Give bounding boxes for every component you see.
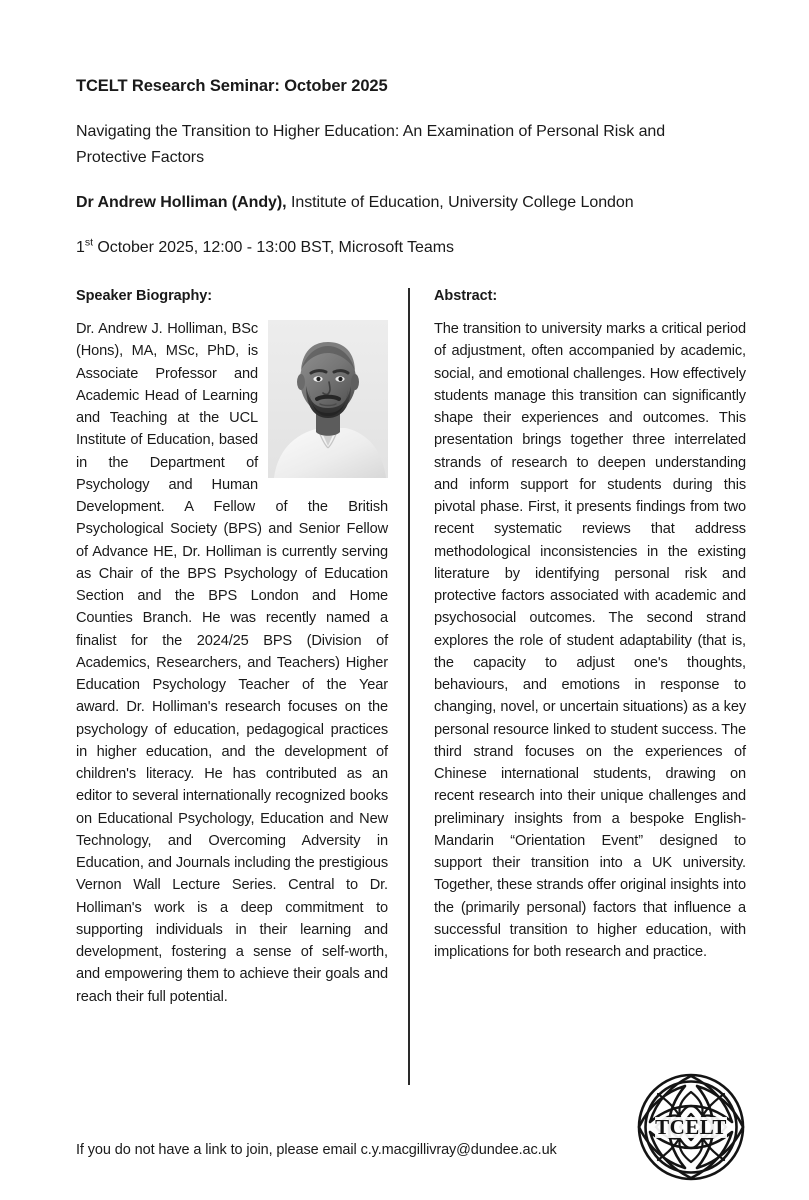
abstract-heading: Abstract: [434,288,498,304]
talk-title: Navigating the Transition to Higher Education: An Examination of Personal Risk and Protective Factors [76,122,666,167]
seminar-title: TCELT Research Seminar: October 2025 [76,77,388,95]
tcelt-logo [628,1068,754,1186]
date-day: 1 [76,239,85,257]
speaker-line [76,191,736,216]
abstract-text: The transition to university marks a critical period of adjustment, often accompanied by academic, social, and emotional challenges. How effectively students manage this transition can significantly shape their experiences and outcomes. This presentation brings together three interrelated strands of research to deepen understanding and inform support for students during this pivotal phase. First, it presents findings from two recent systematic reviews that address methodological inconsistencies in the existing literature by identifying personal risk and protective factors associated with academic and psychosocial outcomes. The second strand explores the role of student adaptability (that is, the capacity to adjust one's thoughts, behaviours, and emotions in response to changing, novel, or uncertain situations) as a key personal resource linked to student success. The third strand focuses on the experiences of Chinese international students, drawing on recent research into their unique challenges and preliminary insights from a bespoke English-Mandarin “Orientation Event” designed to support their transition into a UK university. Together, these strands offer original insights into the (primarily personal) factors that influence a successful transition to higher education, with implications for both research and practice. [434,321,746,960]
column-divider [408,288,410,1085]
header-block [76,76,736,260]
datetime-line [76,236,736,260]
date-time-location: October 2025, 12:00 - 13:00 BST, Microsoft Teams [92,239,454,257]
speaker-biography-heading: Speaker Biography: [76,288,213,304]
tcelt-logo-text: TCELT [655,1115,727,1139]
contact-note: If you do not have a link to join, please email c.y.macgillivray@dundee.ac.uk [76,1142,557,1158]
speaker-name: Dr Andrew Holliman (Andy), [76,194,287,212]
speaker-photo [268,320,388,478]
speaker-biography-text: Dr. Andrew J. Holliman, BSc (Hons), MA, MSc, PhD, is Associate Professor and Academic Head of Learning and Teaching at the UCL Institute of Education, based in the Department of Psychology and Human Development. A Fellow of the British Psychological Society (BPS) and Senior Fellow of Advance HE, Dr. Holliman is currently serving as Chair of the BPS Psychology of Education Section and the BPS London and Home Counties Branch. He was recently named a finalist for the 2024/25 BPS (Division of Academics, Researchers, and Teachers) Higher Education Psychology Teacher of the Year award. Dr. Holliman's research focuses on the psychology of education, pedagogical practices in higher education, and the development of children's literacy. He has contributed as an editor to several internationally recognized books on Educational Psychology, Education and New Technology, and Overcoming Adversity in Education, and Journals including the prestigious Vernon Wall Lecture Series. Central to Dr. Holliman's work is a deep commitment to supporting individuals in their learning and development, fostering a sense of self-worth, and empowering them to achieve their goals and reach their full potential. [76,321,388,1005]
date-ordinal-suffix: st [84,236,93,249]
speaker-biography-column [76,288,388,1008]
speaker-affiliation: Institute of Education, University College London [286,194,634,212]
abstract-column [434,288,746,963]
